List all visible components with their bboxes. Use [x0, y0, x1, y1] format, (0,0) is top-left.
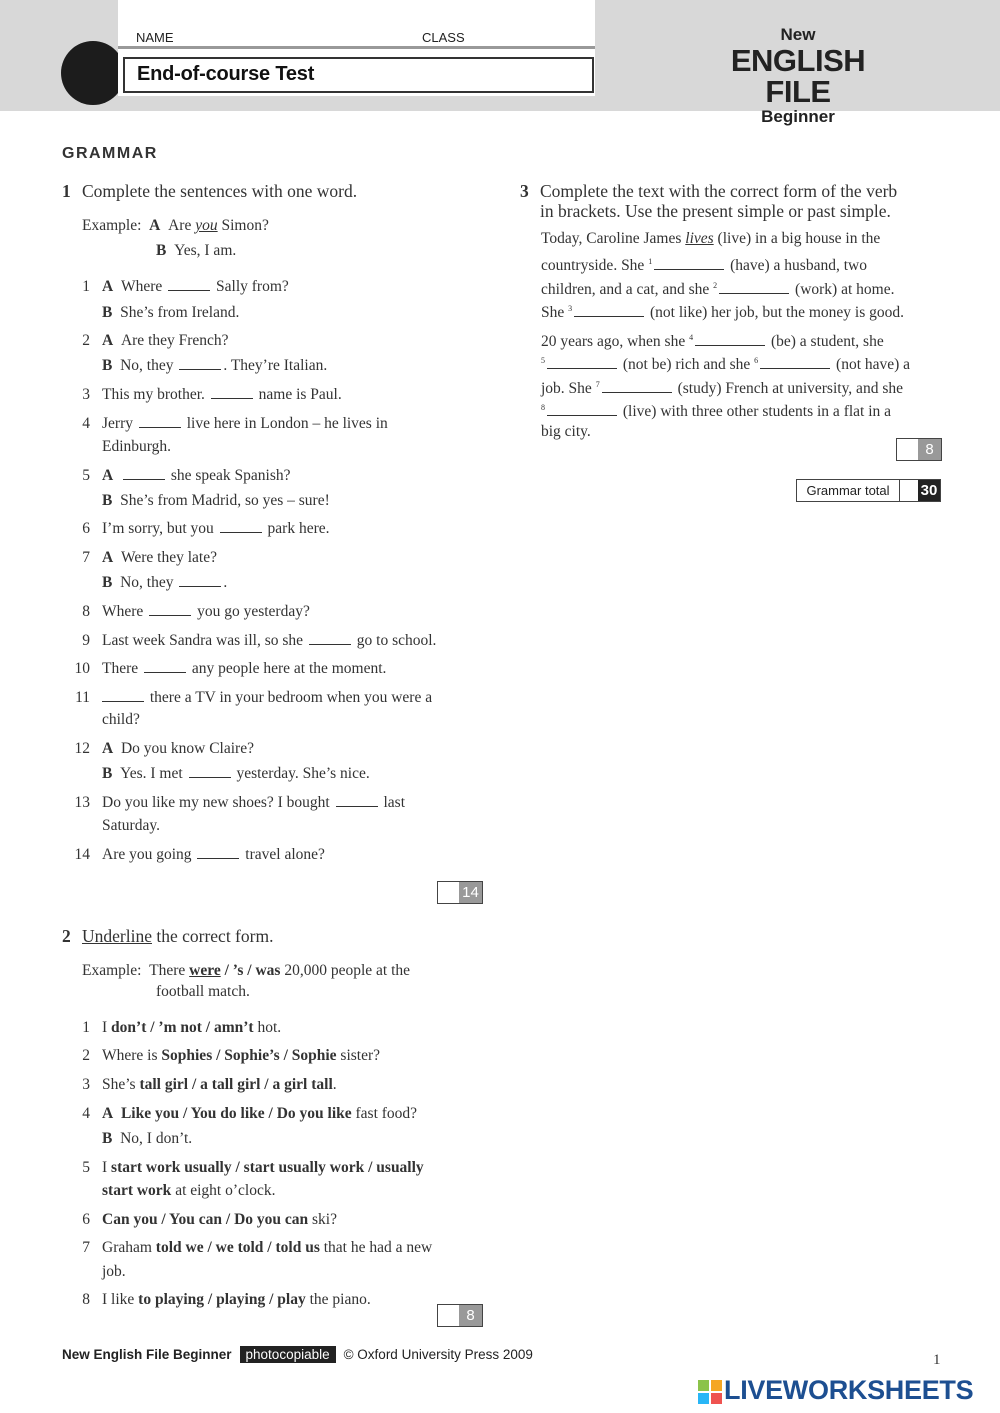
q2-example-pre: There	[149, 962, 190, 979]
q2-example-label: Example:	[82, 962, 142, 979]
q2-item-text: sister?	[336, 1047, 381, 1064]
q3-text: countryside. She	[541, 257, 649, 275]
q2-item-number: 7	[82, 1239, 90, 1256]
q3-gap-number: 1	[648, 257, 653, 266]
q1-example-label: Example:	[82, 217, 142, 234]
q3-blank-1[interactable]	[654, 256, 724, 270]
q3-gap-number: 6	[754, 356, 759, 365]
q3-para2-line2	[541, 351, 910, 375]
q1-item-text: any people here at the moment.	[188, 660, 387, 677]
q1-item-text: Where	[120, 278, 167, 295]
q1-item-text: No, they	[120, 357, 178, 374]
q2-options-3[interactable]: tall girl / a tall girl / a girl tall	[139, 1076, 333, 1093]
q2-item-7-cont: job.	[102, 1263, 126, 1280]
q2-item-text: No, I don’t.	[120, 1130, 193, 1147]
q1-item-text: you go yesterday?	[193, 603, 310, 620]
q1-example-a: Example: A Are you Simon?	[82, 217, 269, 234]
q1-blank-13[interactable]	[336, 793, 378, 807]
q3-text: (not have) a	[832, 356, 911, 374]
q1-item-number: 1	[82, 278, 90, 295]
q3-text: children, and a cat, and she	[541, 281, 714, 299]
q1-blank-8[interactable]	[149, 602, 191, 616]
q3-para2-line5: big city.	[541, 423, 591, 440]
q1-item-number: 2	[82, 332, 90, 349]
q1-item-13-cont: Saturday.	[102, 817, 160, 834]
q2-example	[82, 961, 410, 981]
q1-item-text: she speak Spanish?	[166, 467, 291, 484]
q1-item-text: Are you going	[102, 846, 196, 863]
q2-example-answer: were	[189, 962, 221, 979]
q2-item-number: 6	[82, 1211, 90, 1228]
q1-item-13	[102, 793, 405, 813]
q3-blank-4[interactable]	[695, 332, 765, 346]
q3-blank-2[interactable]	[719, 280, 789, 294]
page-number: 1	[933, 1352, 941, 1368]
q3-blank-6[interactable]	[760, 355, 830, 369]
q1-blank-2[interactable]	[179, 356, 221, 370]
q3-blank-5[interactable]	[547, 355, 617, 369]
brand-main: ENGLISH FILE	[730, 43, 866, 109]
class-label: CLASS	[422, 30, 465, 45]
q1-item-text: Last week Sandra was ill, so she	[102, 632, 307, 649]
q2-item-4a: A Like you / You do like / Do you like fast food?	[102, 1105, 418, 1122]
q3-text: job. She	[541, 380, 596, 398]
q1-item-1b: B She’s from Ireland.	[102, 304, 240, 321]
q3-gap-number: 2	[713, 281, 718, 290]
test-title: End-of-course Test	[123, 57, 594, 93]
footer	[62, 1347, 533, 1362]
q2-item-text: fast food?	[351, 1105, 418, 1122]
q1-item-text: there a TV in your bedroom when you were a	[146, 689, 433, 706]
q3-text: (work) at home.	[791, 281, 895, 299]
q2-item-text: I	[102, 1019, 112, 1036]
section-heading: GRAMMAR	[62, 145, 158, 162]
q1-item-text: This my brother.	[102, 386, 209, 403]
q1-blank-6[interactable]	[220, 519, 262, 533]
q1-item-text: .	[223, 574, 228, 591]
q1-instruction: Complete the sentences with one word.	[82, 181, 358, 201]
q1-item-text: There	[102, 660, 143, 677]
q1-blank-7[interactable]	[179, 573, 221, 587]
q2-item-text: I like	[102, 1291, 139, 1308]
q3-para2-line4	[541, 398, 891, 422]
q1-item-text: Sally from?	[212, 278, 289, 295]
q2-number: 2	[62, 926, 71, 946]
q3-instruction-2: in brackets. Use the present simple or past simple.	[540, 201, 891, 221]
q1-item-text: go to school.	[352, 632, 437, 649]
q2-options-7[interactable]: told we / we told / told us	[155, 1239, 320, 1256]
q2-example-opts: / ’s / was	[220, 962, 281, 979]
q2-example-line2: football match.	[156, 983, 250, 1000]
q1-item-number: 11	[75, 689, 90, 706]
q1-item-7a: A Were they late?	[102, 549, 217, 566]
q2-score: 8	[459, 1305, 482, 1326]
q2-item-7	[102, 1238, 432, 1258]
q2-options-5-cont[interactable]: start work	[102, 1182, 172, 1199]
q1-item-2b: B No, they . They’re Italian.	[102, 357, 328, 374]
header-circle	[61, 41, 125, 105]
q1-example-b: B Yes, I am.	[156, 242, 237, 259]
q2-score-box[interactable]	[437, 1304, 483, 1327]
q1-item-text: Do you know Claire?	[120, 740, 254, 757]
q2-item-4b: B No, I don’t.	[102, 1130, 193, 1147]
q1-item-text: I’m sorry, but you	[102, 520, 218, 537]
q1-item-number: 5	[82, 467, 90, 484]
q1-blank-9[interactable]	[309, 631, 351, 645]
brand-top: New	[780, 25, 816, 44]
q3-heading	[520, 181, 897, 201]
liveworksheets-text: LIVEWORKSHEETS	[724, 1375, 974, 1405]
q2-item-text: hot.	[253, 1019, 282, 1036]
q2-instruction: the correct form.	[151, 926, 274, 946]
q3-blank-3[interactable]	[574, 303, 644, 317]
footer-photocopiable: photocopiable	[240, 1346, 336, 1363]
q1-score: 14	[459, 882, 482, 903]
q1-item-text: name is Paul.	[254, 386, 342, 403]
q2-item-8	[102, 1290, 371, 1310]
grammar-total-value: 30	[918, 480, 940, 501]
footer-book: New English File Beginner	[62, 1347, 232, 1362]
q2-item-text: at eight o’clock.	[171, 1182, 276, 1199]
q1-item-number: 10	[74, 660, 90, 677]
q1-blank-1[interactable]	[168, 277, 210, 291]
q1-heading	[62, 181, 357, 201]
q3-text: 20 years ago, when she	[541, 333, 690, 351]
q1-item-text: yesterday. She’s nice.	[232, 765, 370, 782]
q3-text: (not be) rich and she	[619, 356, 755, 374]
q2-item-5	[102, 1158, 424, 1178]
q2-item-number: 8	[82, 1291, 90, 1308]
q1-item-text: No, they	[120, 574, 178, 591]
q2-item-1	[102, 1018, 281, 1038]
q1-item-6	[102, 519, 330, 539]
q1-item-text: live here in London – he lives in	[182, 415, 388, 432]
q1-blank-14[interactable]	[197, 845, 239, 859]
q1-item-text: park here.	[263, 520, 330, 537]
q3-para1-line2	[541, 252, 867, 276]
q1-item-text: Where	[102, 603, 148, 620]
q1-item-4-cont: Edinburgh.	[102, 438, 172, 455]
q1-example-a-post: Simon?	[217, 217, 269, 234]
q1-item-number: 7	[82, 549, 90, 566]
q1-item-10	[102, 659, 386, 679]
q1-item-text: Are they French?	[120, 332, 229, 349]
brand-logo	[698, 26, 898, 125]
q2-item-text: Where is	[102, 1047, 162, 1064]
q3-para1-line4	[541, 299, 904, 323]
q3-instruction-1: Complete the text with the correct form of the verb	[540, 181, 898, 201]
q1-blank-10[interactable]	[144, 659, 186, 673]
q1-item-5b: B She’s from Madrid, so yes – sure!	[102, 492, 330, 509]
q3-para2-line3	[541, 375, 903, 399]
q2-example-post: 20,000 people at the	[280, 962, 411, 979]
q1-item-text: Jerry	[102, 415, 137, 432]
q2-options-5[interactable]: start work usually / start usually work / usually	[111, 1159, 424, 1176]
q2-item-number: 3	[82, 1076, 90, 1093]
q1-score-box[interactable]	[437, 881, 483, 904]
q2-item-number: 5	[82, 1159, 90, 1176]
q3-blank-7[interactable]	[602, 379, 672, 393]
q3-blank-8[interactable]	[547, 402, 617, 416]
grammar-total-label: Grammar total	[797, 480, 900, 501]
q3-gap-number: 7	[595, 380, 600, 389]
q1-example-b-text: Yes, I am.	[174, 242, 237, 259]
q1-item-text: She’s from Ireland.	[120, 304, 240, 321]
q1-item-text: Were they late?	[120, 549, 217, 566]
q1-item-14	[102, 845, 325, 865]
q1-item-9	[102, 631, 436, 651]
q2-instruction-underline: Underline	[82, 926, 152, 946]
footer-copyright: © Oxford University Press 2009	[343, 1347, 533, 1362]
q2-item-text: .	[332, 1076, 337, 1093]
q1-item-text: travel alone?	[241, 846, 325, 863]
q2-options-2[interactable]: Sophies / Sophie’s / Sophie	[161, 1047, 337, 1064]
q3-number: 3	[520, 181, 529, 201]
q3-score: 8	[918, 439, 941, 460]
q2-options-1[interactable]: don’t / ’m not / amn’t	[111, 1019, 254, 1036]
q3-gap-number: 8	[541, 403, 545, 412]
q1-item-2a: A Are they French?	[102, 332, 229, 349]
q2-options-6[interactable]: Can you / You can / Do you can	[102, 1211, 309, 1228]
q2-item-number: 4	[82, 1105, 90, 1122]
q1-item-text: She’s from Madrid, so yes – sure!	[120, 492, 330, 509]
q2-heading	[62, 926, 273, 946]
q1-item-5a: A she speak Spanish?	[102, 467, 291, 484]
name-label: NAME	[136, 30, 174, 45]
q3-text: (live) in a big house in the	[713, 230, 881, 247]
q3-para1-line3	[541, 276, 894, 300]
q2-item-2	[102, 1046, 380, 1066]
q1-item-3	[102, 385, 342, 405]
q3-example-answer: lives	[685, 230, 714, 247]
q1-blank-4[interactable]	[139, 414, 181, 428]
q2-item-text: Graham	[102, 1239, 156, 1256]
q3-gap-number: 3	[568, 304, 573, 313]
q1-item-11	[102, 688, 432, 708]
q1-item-number: 12	[74, 740, 90, 757]
q2-options-4[interactable]: Like you / You do like / Do you like	[120, 1105, 352, 1122]
q1-item-4	[102, 414, 388, 434]
q2-item-text: She’s	[102, 1076, 140, 1093]
q2-item-number: 1	[82, 1019, 90, 1036]
q2-item-3	[102, 1075, 337, 1095]
liveworksheets-icon	[698, 1380, 722, 1404]
q1-item-7b: B No, they .	[102, 574, 228, 591]
name-class-underline	[118, 46, 595, 49]
q3-text: (be) a student, she	[767, 333, 884, 351]
q1-item-1a: A Where Sally from?	[102, 278, 289, 295]
q3-text: (have) a husband, two	[726, 257, 867, 275]
q1-item-number: 3	[82, 386, 90, 403]
q1-blank-5[interactable]	[123, 466, 165, 480]
q1-item-number: 4	[82, 415, 90, 432]
q1-item-text: . They’re Italian.	[223, 357, 328, 374]
q1-example-answer: you	[195, 217, 218, 234]
q3-text: She	[541, 304, 569, 322]
q2-item-6	[102, 1210, 337, 1230]
q3-para1-line1	[541, 229, 880, 249]
q3-text: (study) French at university, and she	[673, 380, 903, 398]
q3-text: (not like) her job, but the money is good.	[646, 304, 904, 322]
q1-item-11-cont: child?	[102, 711, 140, 728]
q1-item-text: Yes. I met	[120, 765, 187, 782]
q2-item-text: the piano.	[305, 1291, 371, 1308]
q3-para2-line1	[541, 328, 884, 352]
q1-item-12a: A Do you know Claire?	[102, 740, 254, 757]
q1-item-12b: B Yes. I met yesterday. She’s nice.	[102, 765, 370, 782]
q1-blank-11[interactable]	[102, 688, 144, 702]
q2-options-8[interactable]: to playing / playing / play	[138, 1291, 306, 1308]
q1-item-number: 9	[82, 632, 90, 649]
q1-number: 1	[62, 181, 71, 201]
q2-item-text: that he had a new	[319, 1239, 433, 1256]
q1-blank-12[interactable]	[189, 764, 231, 778]
q1-item-8	[102, 602, 310, 622]
q1-blank-3[interactable]	[211, 385, 253, 399]
q1-item-text: Do you like my new shoes? I bought	[102, 794, 334, 811]
q3-gap-number: 5	[541, 356, 545, 365]
q2-item-text: I	[102, 1159, 112, 1176]
q1-item-number: 14	[74, 846, 90, 863]
q3-gap-number: 4	[689, 333, 694, 342]
brand-level: Beginner	[761, 107, 835, 126]
q1-example-a-pre: Are	[168, 217, 196, 234]
q1-item-number: 6	[82, 520, 90, 537]
q2-item-5-cont	[102, 1181, 275, 1201]
q1-item-number: 13	[74, 794, 90, 811]
q2-item-number: 2	[82, 1047, 90, 1064]
q3-score-box[interactable]	[896, 438, 942, 461]
q1-item-number: 8	[82, 603, 90, 620]
q3-text: Today, Caroline James	[541, 230, 686, 247]
q1-item-text: last	[379, 794, 406, 811]
q2-item-text: ski?	[308, 1211, 337, 1228]
grammar-total-box	[796, 479, 941, 502]
q3-text: (live) with three other students in a flat in a	[619, 403, 892, 421]
